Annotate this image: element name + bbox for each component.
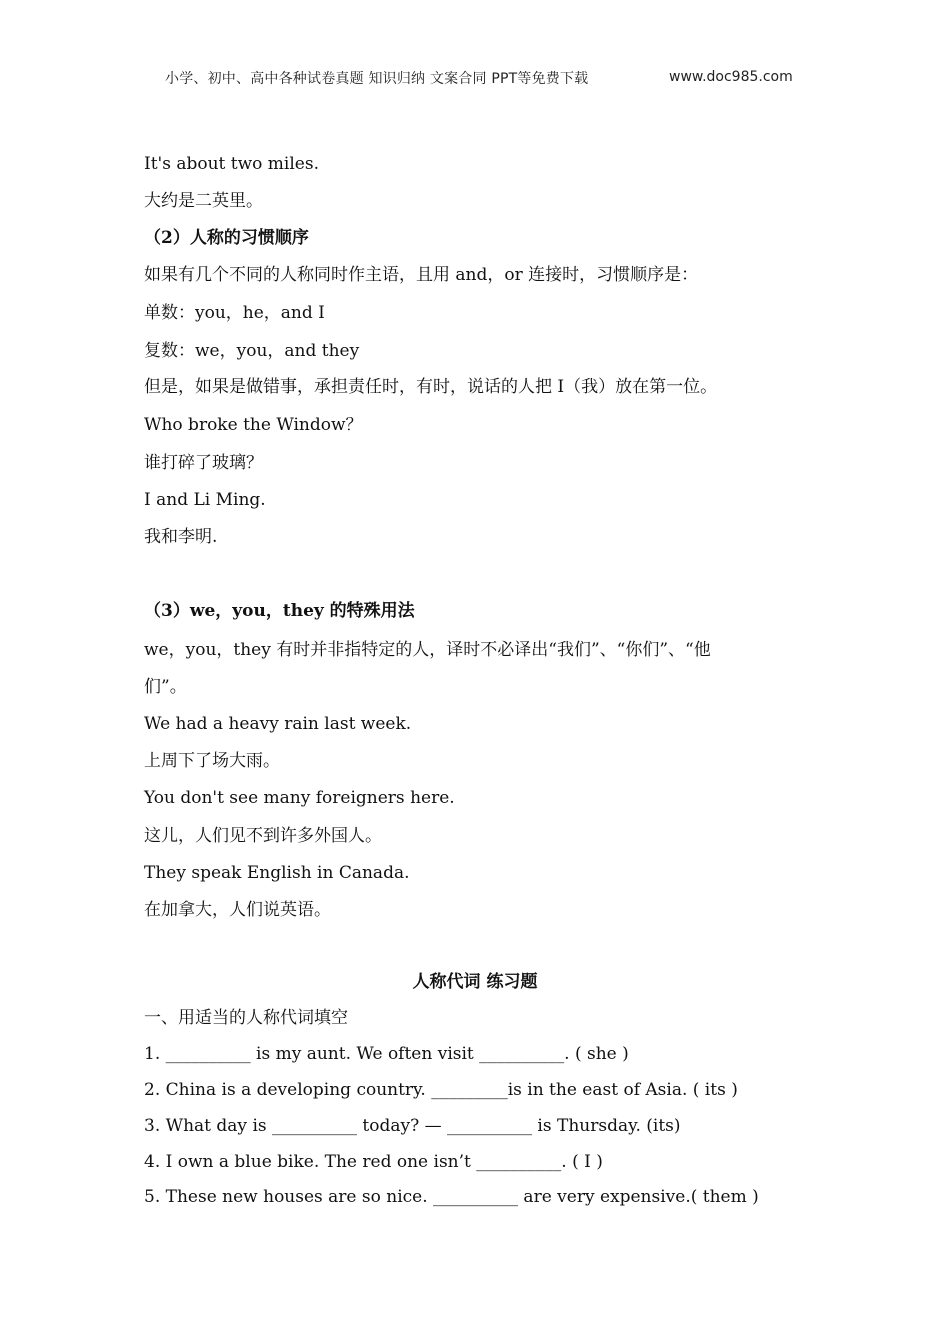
text-line: 上周下了场大雨。 <box>144 751 280 771</box>
text-line: They speak English in Canada. <box>144 863 410 883</box>
page-header <box>0 68 950 90</box>
text-line: It's about two miles. <box>144 154 319 174</box>
text-line: 如果有几个不同的人称同时作主语，且用 and，or 连接时，习惯顺序是： <box>144 265 699 285</box>
text-line: 但是，如果是做错事，承担责任时，有时，说话的人把 I（我）放在第一位。 <box>144 377 718 397</box>
text-line: 复数：we，you，and they <box>144 341 360 361</box>
exercise-item: 4. I own a blue bike. The red one isn’t __________. ( I ) <box>144 1152 603 1172</box>
text-line: 大约是二英里。 <box>144 191 263 211</box>
header-slogan: 小学、初中、高中各种试卷真题 知识归纳 文案合同 PPT等免费下载 <box>165 71 589 87</box>
exercise-item: 3. What day is __________ today? — __________ is Thursday. (its) <box>144 1116 681 1136</box>
header-website: www.doc985.com <box>669 69 793 85</box>
section-heading-order: （2）人称的习惯顺序 <box>144 228 309 248</box>
text-line: we，you，they 有时并非指特定的人，译时不必译出“我们”、“你们”、“他 <box>144 640 711 660</box>
exercise-section-heading: 一、用适当的人称代词填空 <box>144 1008 348 1028</box>
exercise-item: 5. These new houses are so nice. __________ are very expensive.( them ) <box>144 1187 759 1207</box>
text-line: I and Li Ming. <box>144 490 266 510</box>
text-line: 这儿，人们见不到许多外国人。 <box>144 826 382 846</box>
section-heading-special-usage: （3）we，you，they 的特殊用法 <box>144 601 415 621</box>
exercise-item: 2. China is a developing country. _________is in the east of Asia. ( its ) <box>144 1080 738 1100</box>
text-line: Who broke the Window？ <box>144 415 363 435</box>
exercise-title: 人称代词 练习题 <box>412 972 538 992</box>
text-line: 们”。 <box>144 677 187 697</box>
text-line: 在加拿大，人们说英语。 <box>144 900 331 920</box>
text-line: 单数：you，he，and I <box>144 303 325 323</box>
text-line: We had a heavy rain last week. <box>144 714 412 734</box>
text-line: 我和李明. <box>144 527 218 547</box>
text-line: 谁打碎了玻璃？ <box>144 453 263 473</box>
exercise-item: 1. __________ is my aunt. We often visit __________. ( she ) <box>144 1044 629 1064</box>
text-line: You don't see many foreigners here. <box>144 788 455 808</box>
